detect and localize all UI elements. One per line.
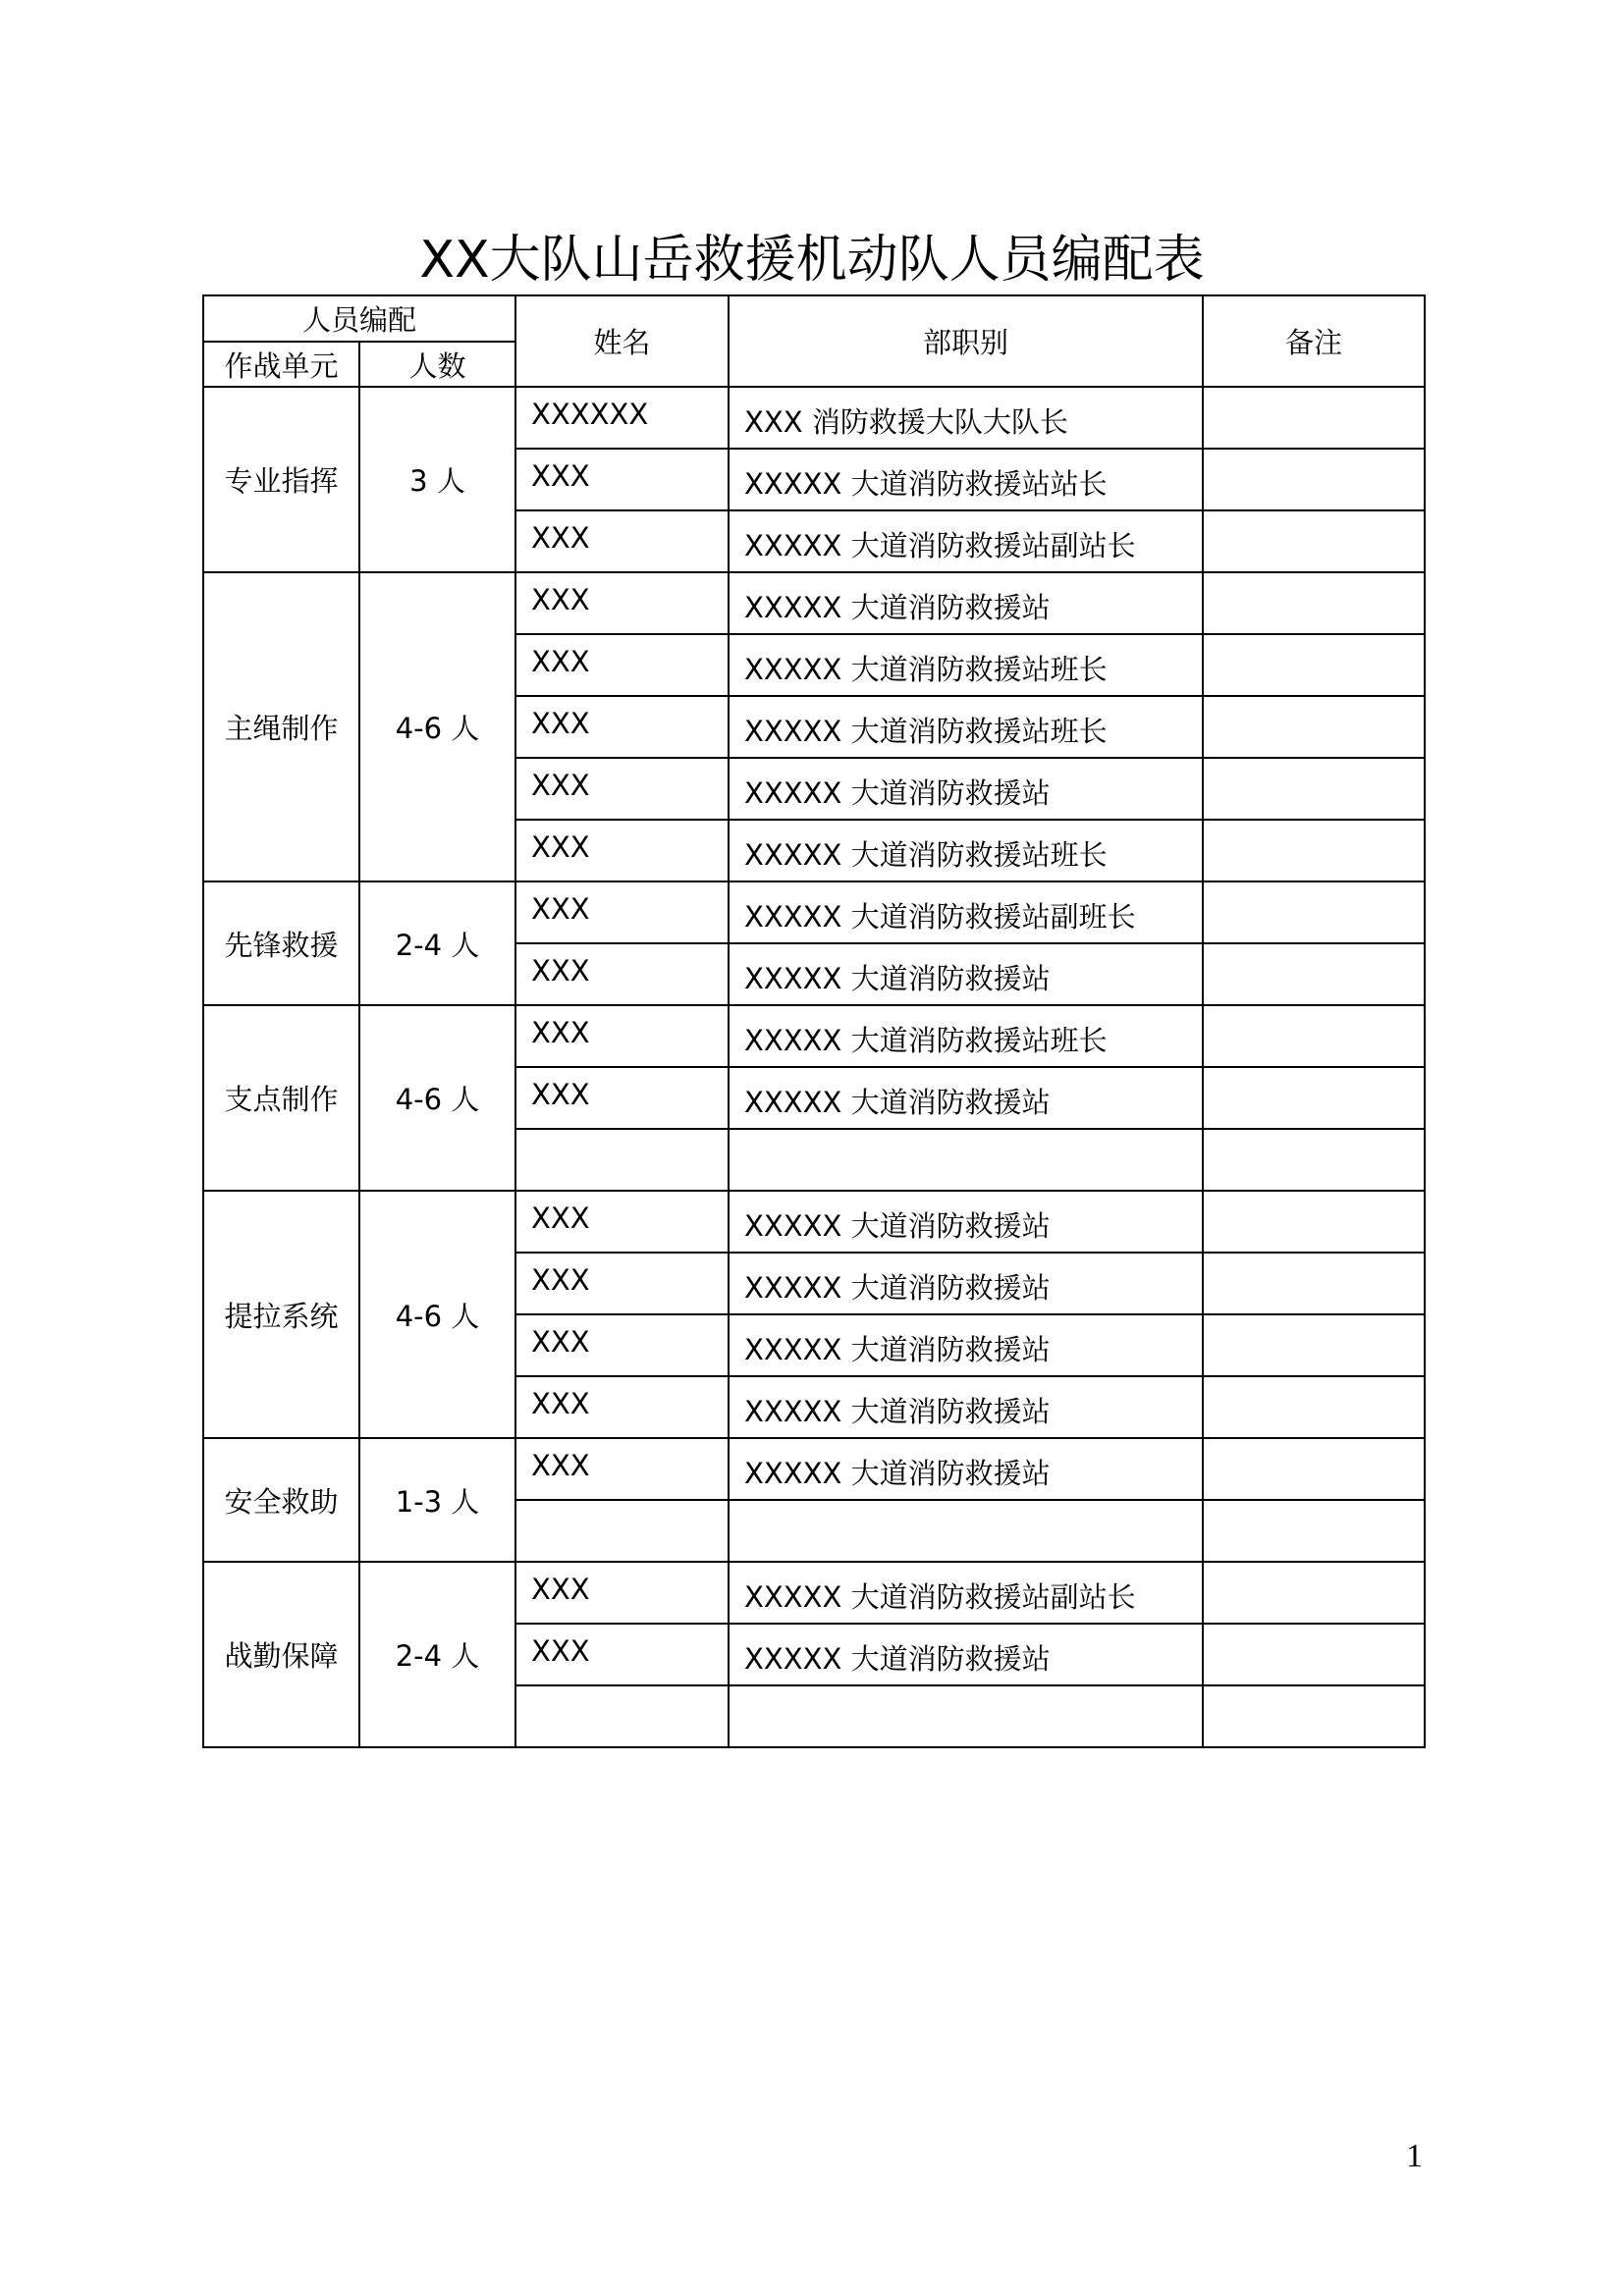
position-cell <box>729 1129 1203 1191</box>
name-cell: XXX <box>515 572 729 634</box>
remark-cell <box>1203 881 1425 943</box>
name-cell: XXX <box>515 696 729 758</box>
position-cell: XXXXX 大道消防救援站 <box>729 1438 1203 1500</box>
name-cell: XXX <box>515 820 729 881</box>
count-cell: 1-3 人 <box>359 1438 515 1562</box>
table-row <box>203 1005 1425 1067</box>
remark-cell <box>1203 1129 1425 1191</box>
position-cell: XXXXX 大道消防救援站副站长 <box>729 1562 1203 1624</box>
name-cell: XXX <box>515 1314 729 1376</box>
position-cell: XXXXX 大道消防救援站班长 <box>729 634 1203 696</box>
staffing-table <box>202 294 1426 1748</box>
name-cell <box>515 1685 729 1747</box>
unit-cell: 主绳制作 <box>203 572 359 881</box>
header-remark: 备注 <box>1203 295 1425 387</box>
table-row <box>203 1191 1425 1253</box>
name-cell: XXX <box>515 881 729 943</box>
position-cell: XXXXX 大道消防救援站 <box>729 572 1203 634</box>
header-count: 人数 <box>359 342 515 387</box>
name-cell: XXX <box>515 1253 729 1314</box>
remark-cell <box>1203 1376 1425 1438</box>
table-row <box>203 572 1425 634</box>
header-row <box>203 295 1425 342</box>
remark-cell <box>1203 1500 1425 1562</box>
table-row <box>203 1562 1425 1624</box>
name-cell: XXX <box>515 634 729 696</box>
remark-cell <box>1203 510 1425 572</box>
position-cell: XXXXX 大道消防救援站 <box>729 1067 1203 1129</box>
remark-cell <box>1203 820 1425 881</box>
remark-cell <box>1203 1005 1425 1067</box>
name-cell: XXX <box>515 758 729 820</box>
position-cell: XXXXX 大道消防救援站站长 <box>729 449 1203 510</box>
name-cell: XXX <box>515 1562 729 1624</box>
header-name: 姓名 <box>515 295 729 387</box>
position-cell: XXXXX 大道消防救援站副站长 <box>729 510 1203 572</box>
remark-cell <box>1203 1685 1425 1747</box>
name-cell: XXX <box>515 1191 729 1253</box>
remark-cell <box>1203 696 1425 758</box>
table-row <box>203 1438 1425 1500</box>
remark-cell <box>1203 634 1425 696</box>
remark-cell <box>1203 572 1425 634</box>
remark-cell <box>1203 387 1425 449</box>
header-unit: 作战单元 <box>203 342 359 387</box>
position-cell: XXXXX 大道消防救援站 <box>729 1314 1203 1376</box>
count-cell: 4-6 人 <box>359 1005 515 1191</box>
unit-cell: 专业指挥 <box>203 387 359 572</box>
unit-cell: 提拉系统 <box>203 1191 359 1438</box>
header-staffing: 人员编配 <box>203 295 515 342</box>
name-cell <box>515 1129 729 1191</box>
table-row <box>203 881 1425 943</box>
name-cell: XXXXXX <box>515 387 729 449</box>
count-cell: 4-6 人 <box>359 572 515 881</box>
count-cell: 4-6 人 <box>359 1191 515 1438</box>
remark-cell <box>1203 1624 1425 1685</box>
count-cell: 2-4 人 <box>359 881 515 1005</box>
position-cell <box>729 1685 1203 1747</box>
name-cell: XXX <box>515 1438 729 1500</box>
unit-cell: 先锋救援 <box>203 881 359 1005</box>
count-cell: 2-4 人 <box>359 1562 515 1747</box>
position-cell <box>729 1500 1203 1562</box>
name-cell: XXX <box>515 1005 729 1067</box>
remark-cell <box>1203 1562 1425 1624</box>
remark-cell <box>1203 1314 1425 1376</box>
remark-cell <box>1203 1191 1425 1253</box>
unit-cell: 安全救助 <box>203 1438 359 1562</box>
position-cell: XXXXX 大道消防救援站 <box>729 1376 1203 1438</box>
table-row <box>203 387 1425 449</box>
remark-cell <box>1203 943 1425 1005</box>
position-cell: XXXXX 大道消防救援站班长 <box>729 1005 1203 1067</box>
position-cell: XXXXX 大道消防救援站 <box>729 1191 1203 1253</box>
name-cell: XXX <box>515 1624 729 1685</box>
remark-cell <box>1203 1067 1425 1129</box>
header-position: 部职别 <box>729 295 1203 387</box>
name-cell: XXX <box>515 1376 729 1438</box>
name-cell: XXX <box>515 510 729 572</box>
name-cell: XXX <box>515 943 729 1005</box>
name-cell: XXX <box>515 449 729 510</box>
position-cell: XXXXX 大道消防救援站 <box>729 943 1203 1005</box>
document-title: XX大队山岳救援机动队人员编配表 <box>419 231 1205 290</box>
position-cell: XXXXX 大道消防救援站 <box>729 1253 1203 1314</box>
remark-cell <box>1203 1253 1425 1314</box>
position-cell: XXXXX 大道消防救援站 <box>729 1624 1203 1685</box>
position-cell: XXX 消防救援大队大队长 <box>729 387 1203 449</box>
unit-cell: 战勤保障 <box>203 1562 359 1747</box>
position-cell: XXXXX 大道消防救援站 <box>729 758 1203 820</box>
remark-cell <box>1203 758 1425 820</box>
unit-cell: 支点制作 <box>203 1005 359 1191</box>
position-cell: XXXXX 大道消防救援站班长 <box>729 820 1203 881</box>
name-cell <box>515 1500 729 1562</box>
name-cell: XXX <box>515 1067 729 1129</box>
remark-cell <box>1203 449 1425 510</box>
position-cell: XXXXX 大道消防救援站副班长 <box>729 881 1203 943</box>
remark-cell <box>1203 1438 1425 1500</box>
count-cell: 3 人 <box>359 387 515 572</box>
page-number: 1 <box>1406 2138 1423 2174</box>
position-cell: XXXXX 大道消防救援站班长 <box>729 696 1203 758</box>
